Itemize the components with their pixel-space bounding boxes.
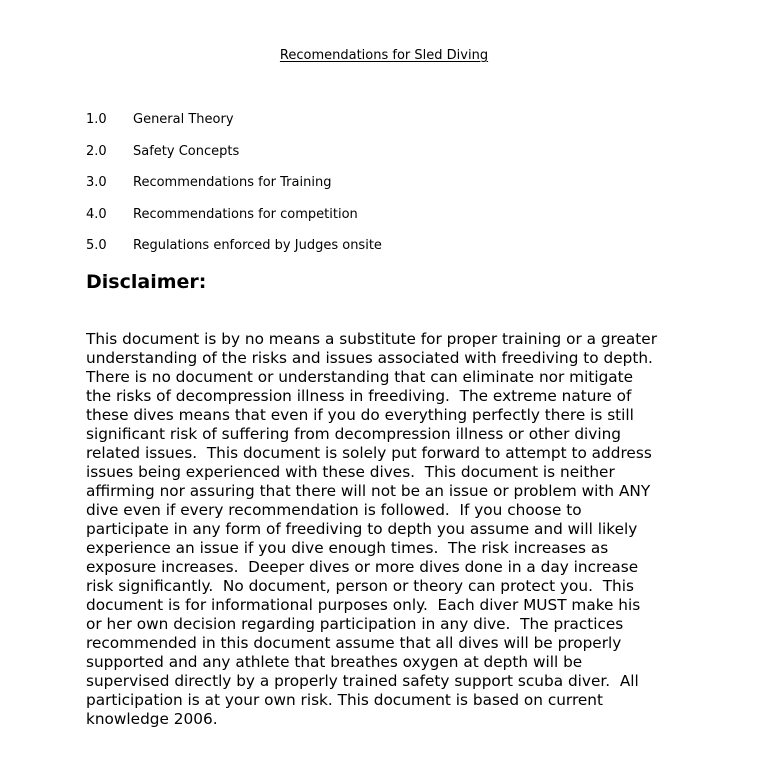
toc-item-label: Regulations enforced by Judges onsite [133, 238, 382, 254]
disclaimer-line: There is no document or understanding that can eliminate nor mitigate [86, 368, 634, 386]
toc-item-number: 3.0 [86, 175, 107, 191]
disclaimer-line: exposure increases. Deeper dives or more dives done in a day increase [86, 558, 639, 576]
document-title: Recomendations for Sled Diving [279, 48, 489, 63]
disclaimer-line: affirming nor assuring that there will not be an issue or problem with ANY [86, 482, 651, 500]
disclaimer-heading: Disclaimer: [86, 271, 207, 293]
disclaimer-line: experience an issue if you dive enough times. The risk increases as [86, 539, 609, 557]
disclaimer-line: dive even if every recommendation is followed. If you choose to [86, 501, 582, 519]
disclaimer-line: significant risk of suffering from decompression illness or other diving [86, 425, 621, 443]
toc-item [86, 236, 382, 268]
toc-item-label: Recommendations for competition [133, 206, 358, 222]
toc-item [86, 142, 382, 174]
toc-item-label: General Theory [133, 112, 234, 127]
disclaimer-line: or her own decision regarding participation in any dive. The practices [86, 615, 624, 633]
toc-item [86, 110, 382, 142]
toc-item [86, 205, 382, 237]
disclaimer-line: document is for informational purposes only. Each diver MUST make his [86, 596, 641, 614]
disclaimer-line: the risks of decompression illness in freediving. The extreme nature of [86, 387, 632, 405]
disclaimer-line: issues being experienced with these dives. This document is neither [86, 463, 615, 481]
toc-item-label: Safety Concepts [133, 143, 240, 159]
disclaimer-line: these dives means that even if you do everything perfectly there is still [86, 406, 634, 424]
toc-item-label: Recommendations for Training [133, 175, 332, 191]
disclaimer-line: participation is at your own risk. This document is based on current [86, 691, 604, 709]
disclaimer-paragraph [86, 330, 686, 729]
disclaimer-line: risk significantly. No document, person or theory can protect you. This [86, 577, 634, 595]
disclaimer-line: recommended in this document assume that all dives will be properly [86, 634, 622, 652]
toc-item-number: 2.0 [86, 143, 107, 159]
disclaimer-line: supported and any athlete that breathes oxygen at depth will be [86, 653, 583, 671]
toc-item-number: 1.0 [86, 112, 107, 127]
disclaimer-line: supervised directly by a properly trained safety support scuba diver. All [86, 672, 639, 690]
toc-item [86, 173, 382, 205]
disclaimer-line: related issues. This document is solely put forward to attempt to address [86, 444, 652, 462]
toc-item-number: 4.0 [86, 206, 107, 222]
disclaimer-line: participate in any form of freediving to depth you assume and will likely [86, 520, 638, 538]
disclaimer-line: This document is by no means a substitute for proper training or a greater [86, 330, 657, 348]
disclaimer-line: understanding of the risks and issues associated with freediving to depth. [86, 349, 653, 367]
disclaimer-line: knowledge 2006. [86, 710, 218, 728]
toc-item-number: 5.0 [86, 238, 107, 254]
table-of-contents [86, 110, 382, 268]
